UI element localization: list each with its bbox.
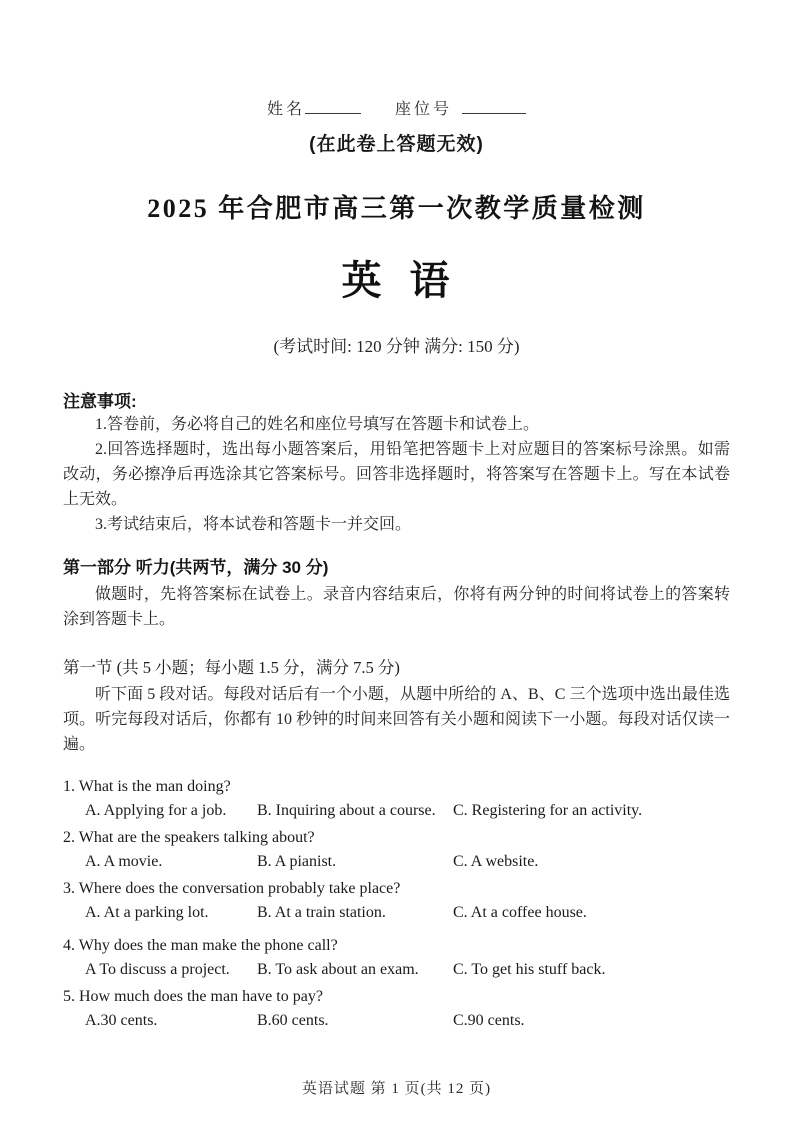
part1-heading: 第一部分 听力(共两节，满分 30 分) (63, 558, 329, 577)
notice-item-3: 3.考试结束后，将本试卷和答题卡一并交回。 (95, 516, 412, 533)
question-3-option-a: A. At a parking lot. (85, 904, 209, 921)
question-4-text: 4. Why does the man make the phone call? (63, 937, 338, 954)
question-5-option-c: C.90 cents. (453, 1012, 525, 1029)
question-1-option-c: C. Registering for an activity. (453, 802, 643, 819)
question-2-options (63, 850, 730, 874)
question-3-options (63, 901, 730, 925)
seat-blank-underline (462, 100, 526, 114)
name-blank-underline (305, 100, 361, 114)
notice-item-2: 2.回答选择题时，选出每小题答案后，用铅笔把答题卡上对应题目的答案标号涂黑。如需改动，务必擦净后再选涂其它答案标号。回答非选择题时，将答案写在答题卡上。写在本试卷上无效。 (63, 441, 730, 508)
question-5-options (63, 1009, 730, 1033)
exam-body (63, 387, 730, 1098)
section1-instructions: 听下面 5 段对话。每段对话后有一个小题，从题中所给的 A、B、C 三个选项中选出最佳选项。听完每段对话后，你都有 10 秒钟的时间来回答有关小题和阅读下一小题。每段对话仅读一遍。 (63, 686, 730, 753)
question-4-option-a: A To discuss a project. (85, 961, 230, 978)
question-1 (63, 775, 730, 823)
name-label: 姓名 (266, 101, 305, 118)
question-2-text: 2. What are the speakers talking about? (63, 829, 315, 846)
question-1-option-b: B. Inquiring about a course. (257, 802, 436, 819)
question-2-option-b: B. A pianist. (257, 853, 337, 870)
section1-heading: 第一节 (共 5 小题；每小题 1.5 分，满分 7.5 分) (63, 658, 400, 677)
question-5-option-a: A.30 cents. (85, 1012, 158, 1029)
page-footer: 英语试题 第 1 页(共 12 页) (301, 1081, 492, 1097)
exam-title: 2025 年合肥市高三第一次教学质量检测 (147, 194, 646, 223)
question-list (63, 775, 730, 1033)
part1-instructions: 做题时，先将答案标在试卷上。录音内容结束后，你将有两分钟的时间将试卷上的答案转涂到答题卡上。 (63, 586, 730, 628)
question-5-option-b: B.60 cents. (257, 1012, 329, 1029)
question-3-text: 3. Where does the conversation probably take place? (63, 880, 401, 897)
question-4 (63, 934, 730, 982)
name-seat-line (0, 96, 793, 119)
question-5-text: 5. How much does the man have to pay? (63, 988, 323, 1005)
question-5 (63, 985, 730, 1033)
question-3-option-b: B. At a train station. (257, 904, 386, 921)
question-4-option-b: B. To ask about an exam. (257, 961, 419, 978)
question-2 (63, 826, 730, 874)
answer-invalid-note: (在此卷上答题无效) (309, 134, 484, 155)
question-3-option-c: C. At a coffee house. (453, 904, 587, 921)
notice-heading: 注意事项: (63, 392, 137, 411)
question-2-option-c: C. A website. (453, 853, 539, 870)
question-1-option-a: A. Applying for a job. (85, 802, 227, 819)
exam-subject: 英 语 (341, 258, 452, 303)
question-4-options (63, 958, 730, 982)
question-4-option-c: C. To get his stuff back. (453, 961, 606, 978)
question-1-options (63, 799, 730, 823)
question-1-text: 1. What is the man doing? (63, 778, 231, 795)
question-3 (63, 877, 730, 925)
exam-time-score-info: (考试时间: 120 分钟 满分: 150 分) (273, 337, 520, 356)
question-2-option-a: A. A movie. (85, 853, 163, 870)
seat-label: 座位号 (395, 101, 453, 118)
notice-item-1: 1.答卷前，务必将自己的姓名和座位号填写在答题卡和试卷上。 (95, 416, 540, 433)
